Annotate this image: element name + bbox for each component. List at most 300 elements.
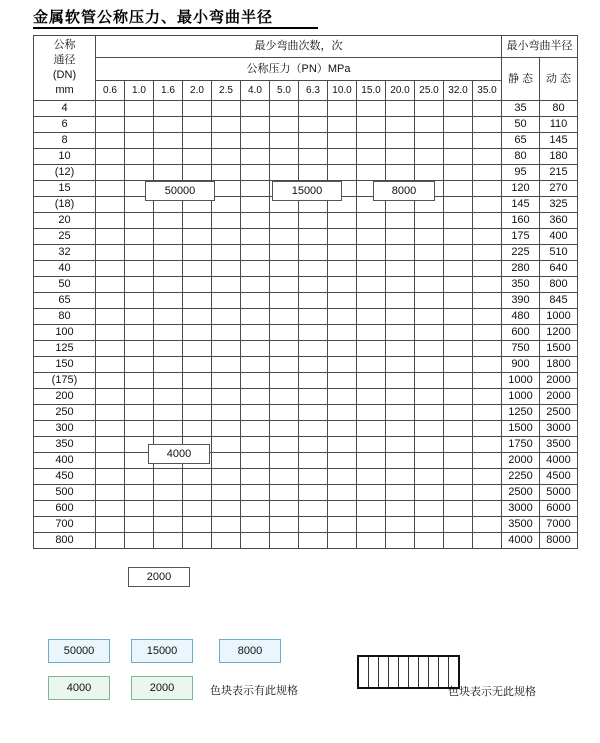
spec-cell — [328, 437, 357, 453]
spec-cell — [212, 117, 241, 133]
spec-cell — [299, 277, 328, 293]
spec-cell — [241, 533, 270, 549]
dynamic-radius-cell: 80 — [540, 101, 578, 117]
spec-cell — [241, 421, 270, 437]
spec-cell — [270, 533, 299, 549]
legend-note-color: 色块表示有此规格 — [210, 685, 298, 697]
spec-cell — [357, 341, 386, 357]
spec-cell — [96, 373, 125, 389]
pn-value-5: 4.0 — [241, 81, 270, 101]
spec-cell — [473, 501, 502, 517]
spec-cell — [270, 437, 299, 453]
spec-cell — [270, 341, 299, 357]
dn-cell: 80 — [34, 309, 96, 325]
spec-cell — [212, 325, 241, 341]
spec-cell — [125, 213, 154, 229]
spec-cell — [241, 517, 270, 533]
spec-cell — [328, 405, 357, 421]
dynamic-radius-cell: 1500 — [540, 341, 578, 357]
spec-cell — [328, 149, 357, 165]
spec-cell — [125, 245, 154, 261]
spec-cell — [154, 357, 183, 373]
spec-cell — [415, 373, 444, 389]
static-radius-cell: 225 — [502, 245, 540, 261]
spec-cell — [357, 517, 386, 533]
spec-cell — [270, 373, 299, 389]
spec-cell — [212, 341, 241, 357]
spec-cell — [154, 405, 183, 421]
spec-cell — [212, 293, 241, 309]
spec-cell — [328, 501, 357, 517]
pn-value-11: 25.0 — [415, 81, 444, 101]
spec-cell — [154, 341, 183, 357]
spec-cell — [183, 165, 212, 181]
table-row — [34, 421, 578, 437]
spec-cell — [386, 277, 415, 293]
dn-cell: 600 — [34, 501, 96, 517]
spec-cell — [241, 373, 270, 389]
spec-cell — [444, 469, 473, 485]
spec-cell — [270, 309, 299, 325]
spec-cell — [415, 325, 444, 341]
spec-cell — [386, 341, 415, 357]
spec-cell — [357, 229, 386, 245]
spec-cell — [183, 309, 212, 325]
spec-cell — [444, 229, 473, 245]
spec-cell — [328, 165, 357, 181]
spec-cell — [357, 421, 386, 437]
static-radius-cell: 2250 — [502, 469, 540, 485]
spec-cell — [241, 325, 270, 341]
spec-cell — [328, 357, 357, 373]
spec-cell — [241, 469, 270, 485]
spec-cell — [444, 357, 473, 373]
spec-cell — [415, 517, 444, 533]
static-radius-cell: 35 — [502, 101, 540, 117]
spec-cell — [212, 485, 241, 501]
spec-cell — [241, 149, 270, 165]
spec-cell — [386, 421, 415, 437]
spec-cell — [270, 229, 299, 245]
spec-cell — [299, 389, 328, 405]
spec-cell — [357, 437, 386, 453]
spec-cell — [415, 533, 444, 549]
static-radius-cell: 600 — [502, 325, 540, 341]
spec-cell — [299, 341, 328, 357]
spec-cell — [473, 165, 502, 181]
spec-cell — [473, 421, 502, 437]
spec-cell — [473, 389, 502, 405]
spec-cell — [241, 181, 270, 197]
legend-box-4000: 4000 — [48, 676, 110, 700]
spec-cell — [415, 485, 444, 501]
spec-cell — [96, 405, 125, 421]
table-row — [34, 229, 578, 245]
overlay-label-8000: 8000 — [373, 181, 435, 201]
spec-cell — [241, 341, 270, 357]
spec-cell — [125, 421, 154, 437]
spec-cell — [96, 341, 125, 357]
spec-cell — [154, 261, 183, 277]
spec-cell — [270, 453, 299, 469]
spec-cell — [473, 469, 502, 485]
dn-cell: 32 — [34, 245, 96, 261]
spec-cell — [241, 309, 270, 325]
spec-cell — [183, 229, 212, 245]
spec-cell — [415, 421, 444, 437]
spec-cell — [241, 165, 270, 181]
table-row — [34, 309, 578, 325]
static-radius-cell: 95 — [502, 165, 540, 181]
spec-cell — [299, 261, 328, 277]
spec-cell — [154, 213, 183, 229]
spec-cell — [386, 357, 415, 373]
spec-cell — [96, 437, 125, 453]
spec-cell — [183, 501, 212, 517]
spec-cell — [96, 453, 125, 469]
spec-cell — [241, 389, 270, 405]
spec-cell — [96, 485, 125, 501]
spec-cell — [357, 293, 386, 309]
pn-value-8: 10.0 — [328, 81, 357, 101]
spec-cell — [357, 453, 386, 469]
spec-cell — [386, 437, 415, 453]
dn-cell: 300 — [34, 421, 96, 437]
spec-cell — [328, 229, 357, 245]
spec-cell — [386, 533, 415, 549]
spec-cell — [357, 325, 386, 341]
static-radius-cell: 3000 — [502, 501, 540, 517]
table-row — [34, 293, 578, 309]
spec-cell — [241, 405, 270, 421]
spec-cell — [299, 517, 328, 533]
spec-cell — [386, 373, 415, 389]
legend-cell — [399, 656, 409, 688]
spec-cell — [212, 133, 241, 149]
spec-cell — [212, 149, 241, 165]
spec-cell — [444, 389, 473, 405]
dynamic-radius-cell: 325 — [540, 197, 578, 213]
spec-cell — [212, 405, 241, 421]
spec-cell — [212, 389, 241, 405]
spec-cell — [444, 325, 473, 341]
spec-cell — [299, 309, 328, 325]
static-radius-cell: 80 — [502, 149, 540, 165]
spec-cell — [299, 101, 328, 117]
spec-cell — [241, 485, 270, 501]
static-radius-cell: 1000 — [502, 389, 540, 405]
dynamic-radius-cell: 1800 — [540, 357, 578, 373]
spec-cell — [241, 261, 270, 277]
spec-cell — [241, 245, 270, 261]
spec-cell — [328, 261, 357, 277]
spec-cell — [357, 357, 386, 373]
pn-header: 公称压力（PN）MPa — [96, 58, 502, 81]
table-row — [34, 261, 578, 277]
spec-cell — [183, 325, 212, 341]
spec-cell — [415, 309, 444, 325]
spec-cell — [357, 245, 386, 261]
spec-cell — [270, 149, 299, 165]
spec-cell — [183, 357, 212, 373]
overlay-label-4000: 4000 — [148, 444, 210, 464]
legend-cell — [439, 656, 449, 688]
pn-value-6: 5.0 — [270, 81, 299, 101]
spec-cell — [96, 229, 125, 245]
spec-cell — [473, 101, 502, 117]
spec-cell — [415, 405, 444, 421]
overlay-label-15000: 15000 — [272, 181, 342, 201]
spec-cell — [154, 165, 183, 181]
spec-cell — [270, 277, 299, 293]
dn-header-line-0: 公称 — [53, 39, 76, 51]
spec-cell — [154, 293, 183, 309]
spec-cell — [241, 229, 270, 245]
dynamic-radius-cell: 145 — [540, 133, 578, 149]
spec-cell — [473, 517, 502, 533]
spec-cell — [96, 309, 125, 325]
spec-cell — [357, 373, 386, 389]
dynamic-radius-cell: 360 — [540, 213, 578, 229]
table-row — [34, 325, 578, 341]
legend-empty-grid — [357, 655, 460, 689]
spec-cell — [212, 181, 241, 197]
spec-cell — [299, 245, 328, 261]
spec-cell — [386, 261, 415, 277]
spec-cell — [183, 277, 212, 293]
dn-cell: 800 — [34, 533, 96, 549]
table-row — [34, 453, 578, 469]
spec-cell — [444, 261, 473, 277]
spec-cell — [357, 389, 386, 405]
table-row — [34, 357, 578, 373]
table-row — [34, 469, 578, 485]
spec-cell — [415, 501, 444, 517]
table-row — [34, 117, 578, 133]
spec-cell — [444, 197, 473, 213]
spec-cell — [299, 453, 328, 469]
spec-cell — [386, 165, 415, 181]
dn-cell: 20 — [34, 213, 96, 229]
spec-cell — [125, 293, 154, 309]
spec-cell — [357, 149, 386, 165]
spec-cell — [154, 277, 183, 293]
spec-cell — [299, 229, 328, 245]
pn-value-1: 1.0 — [125, 81, 154, 101]
dn-cell: (12) — [34, 165, 96, 181]
spec-cell — [241, 293, 270, 309]
dynamic-radius-cell: 2500 — [540, 405, 578, 421]
spec-cell — [444, 165, 473, 181]
spec-cell — [299, 293, 328, 309]
table-row — [34, 485, 578, 501]
spec-cell — [299, 117, 328, 133]
page-title: 金属软管公称压力、最小弯曲半径 — [33, 8, 274, 26]
spec-cell — [125, 101, 154, 117]
spec-cell — [386, 517, 415, 533]
spec-cell — [444, 133, 473, 149]
spec-cell — [357, 101, 386, 117]
spec-cell — [386, 469, 415, 485]
spec-cell — [328, 213, 357, 229]
spec-cell — [241, 213, 270, 229]
dn-cell: 700 — [34, 517, 96, 533]
spec-cell — [415, 165, 444, 181]
spec-cell — [415, 117, 444, 133]
spec-cell — [386, 117, 415, 133]
spec-cell — [154, 469, 183, 485]
static-radius-cell: 2000 — [502, 453, 540, 469]
spec-cell — [299, 405, 328, 421]
table-row — [34, 101, 578, 117]
spec-cell — [96, 325, 125, 341]
dynamic-radius-cell: 215 — [540, 165, 578, 181]
static-radius-cell: 65 — [502, 133, 540, 149]
dynamic-radius-cell: 4500 — [540, 469, 578, 485]
spec-cell — [444, 293, 473, 309]
static-radius-cell: 1000 — [502, 373, 540, 389]
spec-cell — [183, 261, 212, 277]
spec-cell — [328, 133, 357, 149]
spec-cell — [444, 181, 473, 197]
legend-cell — [369, 656, 379, 688]
spec-cell — [125, 325, 154, 341]
spec-cell — [241, 197, 270, 213]
dn-cell: 15 — [34, 181, 96, 197]
spec-cell — [96, 469, 125, 485]
spec-cell — [473, 341, 502, 357]
spec-cell — [154, 501, 183, 517]
spec-cell — [270, 357, 299, 373]
spec-cell — [96, 261, 125, 277]
spec-cell — [299, 325, 328, 341]
spec-cell — [154, 149, 183, 165]
spec-cell — [212, 357, 241, 373]
dn-cell: 200 — [34, 389, 96, 405]
spec-cell — [96, 533, 125, 549]
spec-cell — [270, 213, 299, 229]
spec-cell — [328, 245, 357, 261]
spec-cell — [270, 293, 299, 309]
spec-cell — [125, 469, 154, 485]
spec-cell — [125, 533, 154, 549]
table-row — [34, 213, 578, 229]
spec-cell — [444, 517, 473, 533]
spec-cell — [473, 229, 502, 245]
spec-cell — [386, 453, 415, 469]
spec-cell — [328, 373, 357, 389]
pn-value-13: 35.0 — [473, 81, 502, 101]
spec-cell — [241, 277, 270, 293]
spec-cell — [96, 197, 125, 213]
table-header — [34, 36, 578, 101]
header-row-2 — [34, 58, 578, 81]
spec-cell — [125, 277, 154, 293]
spec-cell — [125, 389, 154, 405]
pn-value-2: 1.6 — [154, 81, 183, 101]
spec-cell — [299, 501, 328, 517]
spec-cell — [473, 309, 502, 325]
spec-cell — [415, 245, 444, 261]
pn-value-4: 2.5 — [212, 81, 241, 101]
pn-value-10: 20.0 — [386, 81, 415, 101]
spec-cell — [125, 165, 154, 181]
static-radius-cell: 750 — [502, 341, 540, 357]
spec-cell — [241, 437, 270, 453]
spec-cell — [386, 405, 415, 421]
spec-cell — [473, 437, 502, 453]
spec-cell — [444, 533, 473, 549]
spec-cell — [212, 229, 241, 245]
spec-cell — [96, 357, 125, 373]
spec-cell — [183, 101, 212, 117]
spec-cell — [270, 165, 299, 181]
static-radius-cell: 145 — [502, 197, 540, 213]
spec-cell — [125, 357, 154, 373]
spec-cell — [444, 437, 473, 453]
spec-cell — [444, 373, 473, 389]
spec-cell — [183, 405, 212, 421]
static-radius-cell: 900 — [502, 357, 540, 373]
spec-cell — [386, 101, 415, 117]
pn-value-0: 0.6 — [96, 81, 125, 101]
spec-cell — [386, 485, 415, 501]
spec-cell — [444, 117, 473, 133]
spec-cell — [299, 213, 328, 229]
spec-cell — [241, 101, 270, 117]
spec-cell — [444, 421, 473, 437]
pn-value-3: 2.0 — [183, 81, 212, 101]
spec-cell — [270, 389, 299, 405]
spec-cell — [270, 405, 299, 421]
spec-cell — [473, 325, 502, 341]
legend-box-8000: 8000 — [219, 639, 281, 663]
spec-cell — [415, 389, 444, 405]
spec-cell — [473, 197, 502, 213]
spec-cell — [241, 117, 270, 133]
spec-cell — [154, 517, 183, 533]
dynamic-radius-cell: 5000 — [540, 485, 578, 501]
spec-cell — [125, 261, 154, 277]
spec-cell — [212, 197, 241, 213]
spec-cell — [154, 229, 183, 245]
spec-cell — [328, 517, 357, 533]
spec-cell — [96, 133, 125, 149]
pn-value-9: 15.0 — [357, 81, 386, 101]
min-radius-header: 最小弯曲半径 — [502, 36, 578, 58]
table-row — [34, 133, 578, 149]
spec-cell — [154, 533, 183, 549]
spec-cell — [299, 165, 328, 181]
spec-cell — [212, 245, 241, 261]
table-row — [34, 149, 578, 165]
spec-cell — [444, 453, 473, 469]
spec-cell — [96, 181, 125, 197]
spec-cell — [154, 309, 183, 325]
spec-cell — [328, 389, 357, 405]
spec-cell — [444, 101, 473, 117]
spec-cell — [473, 373, 502, 389]
spec-cell — [212, 277, 241, 293]
spec-cell — [357, 133, 386, 149]
spec-cell — [125, 485, 154, 501]
spec-cell — [183, 245, 212, 261]
spec-cell — [96, 117, 125, 133]
spec-cell — [473, 133, 502, 149]
table-row — [34, 373, 578, 389]
spec-cell — [183, 517, 212, 533]
spec-cell — [444, 309, 473, 325]
